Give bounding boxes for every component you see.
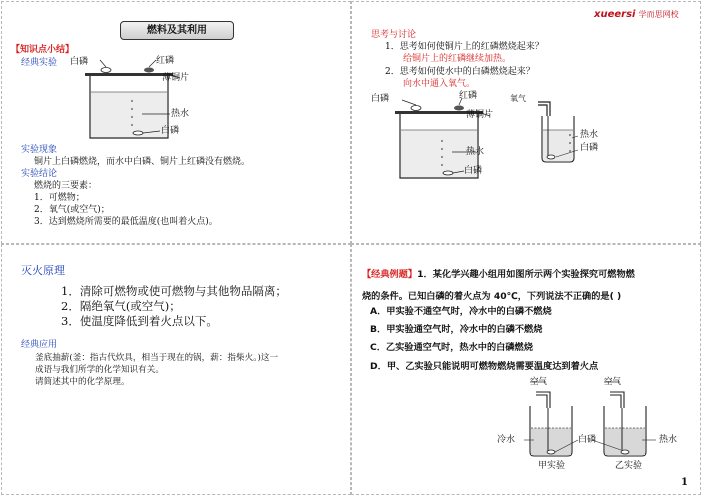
label-copper-plate: 薄铜片 <box>466 110 494 120</box>
question-stem-line-1 <box>362 269 635 281</box>
option-b: B．甲实验通空气时，冷水中的白磷不燃烧 <box>370 324 543 335</box>
phenomenon-text: 铜片上白磷燃烧，而水中白磷、铜片上红磷没有燃烧。 <box>34 157 251 167</box>
label-experiment-b: 乙实验 <box>615 461 643 471</box>
option-a: A．甲实验不通空气时，冷水中的白磷不燃烧 <box>370 306 552 317</box>
experiment-label: 经典实验 <box>21 58 58 68</box>
option-c: C．乙实验通空气时，热水中的白磷燃烧 <box>370 342 533 353</box>
conclusion-intro: 燃烧的三要素： <box>34 181 98 191</box>
label-white-phosphorus-2: 白磷 <box>580 143 599 153</box>
brand-logo <box>594 9 679 22</box>
option-d: D．甲、乙实验只能说明可燃物燃烧需要温度达到着火点 <box>370 361 599 372</box>
label-white-phosphorus-bottom: 白磷 <box>161 126 180 136</box>
label-white-phosphorus-top: 白磷 <box>70 57 89 67</box>
question-stem-line-2: 烧的条件。已知白磷的着火点为 40℃，下列说法不正确的是( ) <box>362 291 622 302</box>
experiment-ab-figure <box>500 378 680 463</box>
application-heading: 经典应用 <box>21 340 58 350</box>
condition-2: 2．氧气(或空气)； <box>34 205 110 215</box>
question-text-1: 1．某化学兴趣小组用如图所示两个实验探究可燃物燃 <box>417 269 635 280</box>
fire-extinguish-title: 灭火原理 <box>21 264 65 277</box>
application-line-2: 成语与我们所学的化学知识有关。 <box>35 365 164 375</box>
answer-2: 向水中通入氧气。 <box>403 79 476 89</box>
page-number: 1 <box>681 477 688 488</box>
principle-1: 1．清除可燃物或使可燃物与其他物品隔离； <box>61 284 287 298</box>
label-hot-water: 热水 <box>659 435 678 445</box>
discussion-heading: 思考与讨论 <box>371 30 417 40</box>
brand-name-cn: 学而思网校 <box>638 10 679 19</box>
principle-3: 3．使温度降低到着火点以下。 <box>61 314 218 328</box>
label-hot-water: 热水 <box>466 147 485 157</box>
brand-name-en: xueersi <box>594 9 636 20</box>
condition-1: 1．可燃物； <box>34 193 85 203</box>
label-hot-water: 热水 <box>171 109 190 119</box>
answer-1: 给铜片上的红磷继续加热。 <box>403 54 512 64</box>
label-hot-water-2: 热水 <box>580 130 599 140</box>
example-tag: 【经典例题】 <box>362 269 418 280</box>
phenomenon-heading: 实验现象 <box>21 145 58 155</box>
application-line-3: 请简述其中的化学原理。 <box>35 377 130 387</box>
label-red-phosphorus: 红磷 <box>459 91 478 101</box>
label-white-phosphorus: 白磷 <box>578 435 597 445</box>
oxygen-beaker-figure <box>510 94 580 166</box>
application-line-1: 釜底抽薪(釜：指古代炊具，相当于现在的锅，薪：指柴火。)这一 <box>35 353 279 363</box>
label-air-b: 空气 <box>604 377 622 387</box>
discussion-beaker-figure <box>380 90 510 185</box>
conclusion-heading: 实验结论 <box>21 169 58 179</box>
label-cold-water: 冷水 <box>497 435 516 445</box>
label-white-phosphorus-top: 白磷 <box>371 94 390 104</box>
label-oxygen: 氧气 <box>510 94 526 103</box>
label-white-phosphorus-bottom: 白磷 <box>464 166 483 176</box>
label-red-phosphorus: 红磷 <box>156 56 175 66</box>
combustion-experiment-figure <box>70 54 200 144</box>
question-1: 1．思考如何使铜片上的红磷燃烧起来？ <box>385 42 544 52</box>
condition-3: 3．达到燃烧所需要的最低温度(也叫着火点)。 <box>34 217 218 227</box>
label-experiment-a: 甲实验 <box>538 461 566 471</box>
principle-2: 2．隔绝氧气(或空气)； <box>61 299 181 313</box>
label-copper-plate: 薄铜片 <box>162 73 190 83</box>
slide-title: 燃料及其利用 <box>120 21 234 40</box>
label-air-a: 空气 <box>530 377 548 387</box>
question-2: 2．思考如何使水中的白磷燃烧起来？ <box>385 67 535 77</box>
knowledge-summary-tag: 【知识点小结】 <box>11 45 75 55</box>
